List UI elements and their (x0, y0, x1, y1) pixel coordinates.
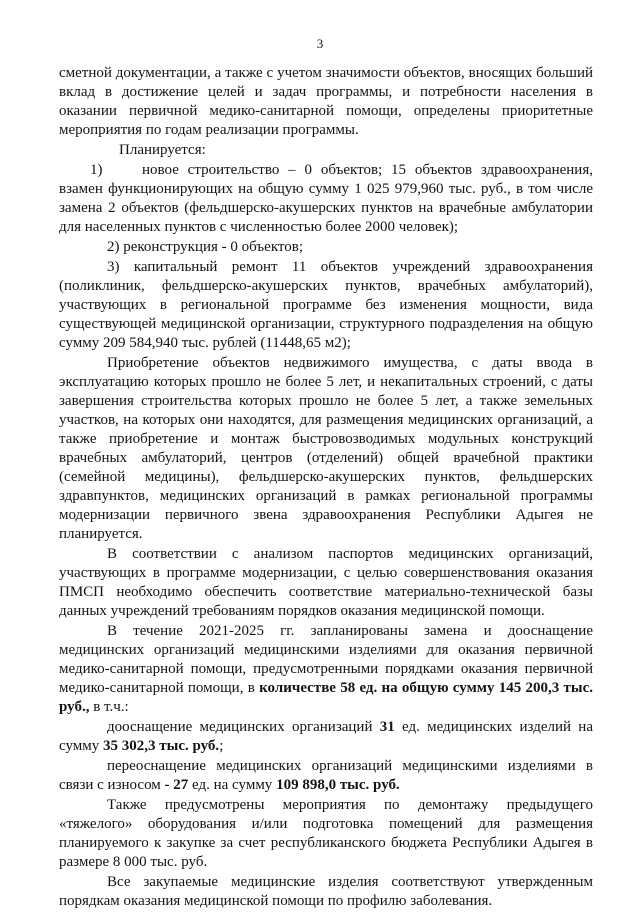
list-number-1: 1) (90, 162, 103, 178)
paragraph-property-acquisition: Приобретение объектов недвижимого имущества, с даты ввода в эксплуатацию которых прошло не более 5 лет, и некапитальных строений, с даты завершения строительства которых прошло не более 5 лет, а также земельных участков, на которых они находятся, для размещения медицинских организаций, а также приобретение и монтаж быстровозводимых модульных конструкций врачебных амбулаторий, центров (отделений) общей врачебной практики (семейной медицины), фельдшерско-акушерских пунктов, фельдшерских здравпунктов, медицинских организаций в рамках региональной программы модернизации первичного звена здравоохранения Республики Адыгея не планируется. (59, 355, 593, 542)
paragraph-capital-repair: 3) капитальный ремонт 11 объектов учреждений здравоохранения (поликлиник, фельдшерско-акушерских пунктов, врачебных амбулаторий), участвующих в региональной программе без изменения мощности, вида существующей медицинской организации, структурного подразделения на общую сумму 209 584,940 тыс. рублей (11448,65 м2); (59, 259, 593, 351)
equipment-plan-text-a: В течение 2021-2025 гг. запланированы замена и дооснащение медицинских организаций медицинскими изделиями для оказания первичной медико-санитарной помощи, предусмотренными порядками оказания первичной медико-санитарной помощи, в (59, 623, 593, 696)
re-equipping-text-a: переоснащение медицинских организаций медицинскими изделиями в связи с износом (59, 758, 593, 793)
equipment-plan-total: количестве 58 ед. на общую сумму 145 200,3 тыс. руб., (59, 680, 594, 715)
paragraph-estimate-docs: сметной документации, а также с учетом значимости объектов, вносящих больший вклад в достижение целей и задач программы, и потребности населения в оказании первичной медико-санитарной помощи, определены приоритетные мероприятия по годам реализации программы. (59, 65, 593, 138)
new-construction-text: новое строительство – 0 объектов; 15 объектов здравоохранения, взамен функционирующих на общую сумму 1 025 979,960 тыс. руб., в том числе замена 2 объектов (фельдшерско-акушерских пунктов на врачебные амбулатории для населенных пунктов с численностью более 2000 человек); (59, 162, 593, 235)
paragraph-new-construction (59, 161, 593, 237)
paragraph-reconstruction: 2) реконструкция - 0 объектов; (107, 239, 304, 255)
paragraph-equipment-plan (59, 622, 593, 717)
paragraph-dismantling: Также предусмотрены мероприятия по демонтажу предыдущего «тяжелого» оборудования и/или подготовка помещений для размещения планируемого к закупке за счет республиканского бюджета Республики Адыгея в размере 8 000 тыс. руб. (59, 797, 593, 870)
additional-equipping-text-e: ; (219, 738, 224, 754)
additional-equipping-count: 31 (379, 719, 395, 735)
additional-equipping-sum: 35 302,3 тыс. руб. (103, 738, 220, 754)
re-equipping-count: - 27 (164, 777, 189, 793)
document-body (59, 64, 593, 912)
paragraph-passport-analysis: В соответствии с анализом паспортов медицинских организаций, участвующих в программе модернизации, с целью совершенствования оказания ПМСП необходимо обеспечить соответствие материально-технической базы данных учреждений требованиям порядков оказания медицинской помощи. (59, 546, 593, 619)
additional-equipping-text-a: дооснащение медицинских организаций (107, 719, 380, 735)
equipment-plan-text-c: в т.ч.: (89, 699, 129, 715)
page-number: 3 (316, 36, 324, 51)
paragraph-planned: Планируется: (119, 142, 206, 158)
paragraph-re-equipping (59, 757, 593, 795)
paragraph-compliance: Все закупаемые медицинские изделия соответствуют утвержденным порядкам оказания медицинской помощи по профилю заболевания. (59, 874, 593, 909)
re-equipping-text-c: ед. на сумму (188, 777, 277, 793)
additional-equipping-text-c: ед. медицинских изделий на сумму (59, 719, 593, 754)
re-equipping-sum: 109 898,0 тыс. руб. (276, 777, 400, 793)
paragraph-additional-equipping (59, 718, 593, 756)
